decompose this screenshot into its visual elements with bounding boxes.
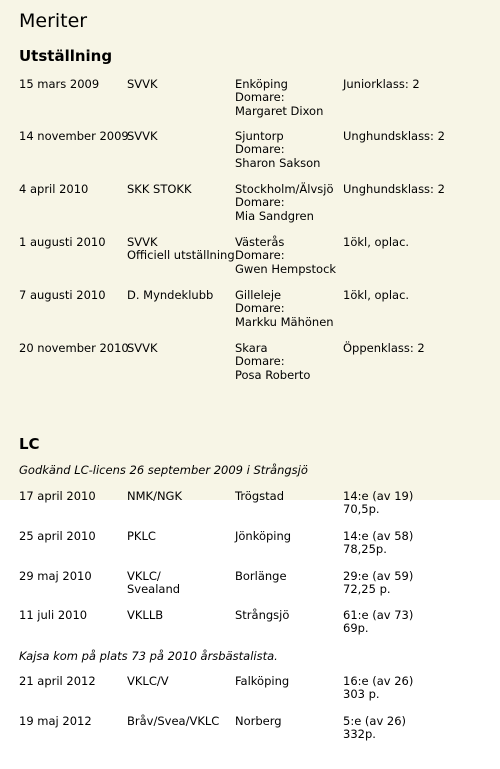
row-date: 14 november 2009 (19, 129, 129, 143)
row-place: Västerås Domare: Gwen Hempstock (235, 235, 337, 276)
row-club: VKLC/ Svealand (127, 569, 181, 597)
row-club: PKLC (127, 529, 156, 543)
row-date: 7 augusti 2010 (19, 288, 106, 302)
row-club: SKK STOKK (127, 182, 192, 196)
row-date: 4 april 2010 (19, 182, 89, 196)
row-result: 61:e (av 73) 69p. (343, 608, 414, 636)
row-place: Stockholm/Älvsjö Domare: Mia Sandgren (235, 182, 334, 223)
row-club: D. Myndeklubb (127, 288, 214, 302)
row-date: 25 april 2010 (19, 529, 96, 543)
row-place: Gilleleje Domare: Markku Mähönen (235, 288, 334, 329)
row-club: VKLLB (127, 608, 164, 622)
row-club: SVVK (127, 341, 158, 355)
row-result: 29:e (av 59) 72,25 p. (343, 569, 414, 597)
row-date: 17 april 2010 (19, 489, 96, 503)
row-date: 11 juli 2010 (19, 608, 88, 622)
row-place: Strångsjö (235, 608, 290, 622)
row-date: 1 augusti 2010 (19, 235, 106, 249)
row-place: Falköping (235, 674, 290, 688)
row-club: NMK/NGK (127, 489, 182, 503)
row-result: 1ökl, oplac. (343, 288, 410, 302)
row-place: Jönköping (235, 529, 292, 543)
row-result: Unghundsklass: 2 (343, 182, 445, 196)
row-place: Sjuntorp Domare: Sharon Sakson (235, 129, 321, 170)
row-place: Skara Domare: Posa Roberto (235, 341, 311, 382)
row-date: 29 maj 2010 (19, 569, 92, 583)
lc-license-note: Godkänd LC-licens 26 september 2009 i Strångsjö (19, 463, 308, 477)
row-result: 16:e (av 26) 303 p. (343, 674, 414, 702)
row-place: Borlänge (235, 569, 287, 583)
row-club: SVVK (127, 77, 158, 91)
row-club: SVVK (127, 129, 158, 143)
row-date: 15 mars 2009 (19, 77, 100, 91)
page-title: Meriter (19, 10, 88, 32)
row-place: Trögstad (235, 489, 284, 503)
row-result: 14:e (av 19) 70,5p. (343, 489, 414, 517)
row-result: 5:e (av 26) 332p. (343, 714, 407, 742)
row-result: Unghundsklass: 2 (343, 129, 445, 143)
row-club: VKLC/V (127, 674, 169, 688)
row-result: Öppenklass: 2 (343, 341, 425, 355)
row-result: Juniorklass: 2 (343, 77, 420, 91)
row-place: Enköping Domare: Margaret Dixon (235, 77, 324, 118)
exhibition-heading: Utställning (19, 47, 113, 65)
year-ranking-note: Kajsa kom på plats 73 på 2010 årsbästalista. (19, 649, 278, 663)
row-club: Bråv/Svea/VKLC (127, 714, 220, 728)
row-club: SVVK Officiell utställning (127, 235, 235, 263)
row-result: 1ökl, oplac. (343, 235, 410, 249)
row-date: 20 november 2010 (19, 341, 129, 355)
row-date: 19 maj 2012 (19, 714, 92, 728)
row-place: Norberg (235, 714, 282, 728)
row-date: 21 april 2012 (19, 674, 96, 688)
lc-heading: LC (19, 435, 40, 453)
row-result: 14:e (av 58) 78,25p. (343, 529, 414, 557)
